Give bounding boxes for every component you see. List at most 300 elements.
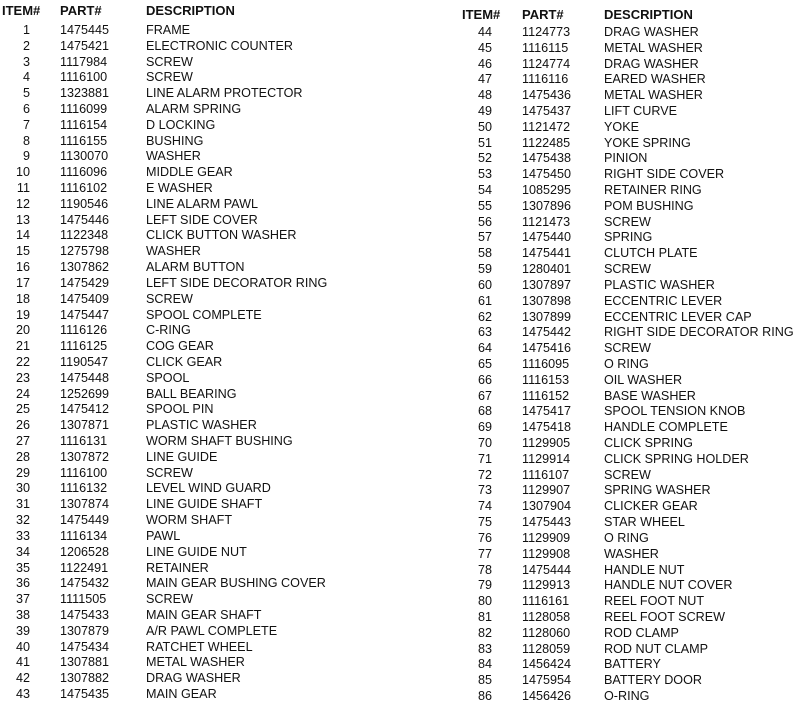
description: ECCENTRIC LEVER CAP xyxy=(604,309,752,324)
description: WASHER xyxy=(604,546,659,561)
table-row xyxy=(462,103,800,119)
part-number: 1475438 xyxy=(522,151,572,166)
item-number: 14 xyxy=(15,228,30,243)
item-number: 69 xyxy=(477,420,492,435)
description: CLICKER GEAR xyxy=(604,499,698,514)
item-number: 26 xyxy=(15,418,30,433)
part-number: 1116155 xyxy=(60,133,108,148)
description: WORM SHAFT xyxy=(146,513,233,528)
part-number: 1116102 xyxy=(60,181,108,196)
description: O RING xyxy=(604,530,649,545)
part-number: 1456426 xyxy=(522,689,572,704)
table-row xyxy=(0,449,340,465)
table-row xyxy=(0,386,340,402)
item-number: 64 xyxy=(477,341,492,356)
description: LINE GUIDE NUT xyxy=(146,544,247,559)
description: FRAME xyxy=(146,22,191,37)
table-row xyxy=(0,307,340,323)
description: EARED WASHER xyxy=(604,72,706,87)
part-number: 1124773 xyxy=(522,24,571,39)
table-row xyxy=(462,87,800,103)
table-row xyxy=(462,151,800,167)
part-number: 1252699 xyxy=(60,386,110,401)
description: REEL FOOT NUT xyxy=(604,594,705,609)
item-number: 24 xyxy=(15,386,30,401)
table-row xyxy=(462,372,800,388)
table-row xyxy=(0,85,340,101)
item-number: 5 xyxy=(22,86,30,101)
description: SCREW xyxy=(146,54,193,69)
table-row xyxy=(0,528,340,544)
part-number: 1475449 xyxy=(60,513,110,528)
description: SCREW xyxy=(146,592,193,607)
part-number: 1307872 xyxy=(60,449,110,464)
item-number: 37 xyxy=(15,592,30,607)
description: CLICK BUTTON WASHER xyxy=(146,228,297,243)
description: ECCENTRIC LEVER xyxy=(604,293,723,308)
table-row xyxy=(462,435,800,451)
item-number: 8 xyxy=(22,133,30,148)
item-number: 61 xyxy=(477,293,492,308)
table-row xyxy=(462,609,800,625)
item-number: 75 xyxy=(477,515,492,530)
item-number: 29 xyxy=(15,465,30,480)
item-number: 36 xyxy=(15,576,30,591)
description: METAL WASHER xyxy=(604,40,703,55)
item-number: 60 xyxy=(477,277,492,292)
part-number: 1475447 xyxy=(60,307,110,322)
item-number: 33 xyxy=(15,528,30,543)
item-number: 18 xyxy=(15,291,30,306)
description: DRAG WASHER xyxy=(146,671,241,686)
item-number: 13 xyxy=(15,212,30,227)
item-number: 11 xyxy=(16,181,30,196)
table-row xyxy=(0,149,340,165)
table-row xyxy=(0,101,340,117)
table-row xyxy=(462,419,800,435)
table-row xyxy=(462,467,800,483)
item-number: 12 xyxy=(15,196,30,211)
description: STAR WHEEL xyxy=(604,515,685,530)
description: ALARM BUTTON xyxy=(146,260,245,275)
part-number: 1116125 xyxy=(60,339,108,354)
item-number: 39 xyxy=(15,623,30,638)
item-number: 82 xyxy=(477,625,492,640)
part-number: 1129908 xyxy=(522,546,571,561)
description: OIL WASHER xyxy=(604,372,683,387)
part-number: 1122348 xyxy=(60,228,109,243)
description: BUSHING xyxy=(146,133,204,148)
table-row xyxy=(462,245,800,261)
table-row xyxy=(462,577,800,593)
part-number: 1475445 xyxy=(60,22,110,37)
table-row xyxy=(0,655,340,671)
table-row xyxy=(462,293,800,309)
description: HANDLE NUT xyxy=(604,562,685,577)
description: ROD NUT CLAMP xyxy=(604,641,709,656)
description: BATTERY xyxy=(604,657,661,672)
part-number: 1307896 xyxy=(522,198,572,213)
item-number: 53 xyxy=(477,167,492,182)
header-item: ITEM# xyxy=(462,6,501,22)
item-number: 76 xyxy=(477,530,492,545)
description: LEFT SIDE DECORATOR RING xyxy=(146,275,328,290)
table-row xyxy=(462,340,800,356)
part-number: 1307862 xyxy=(60,260,110,275)
part-number: 1475437 xyxy=(522,103,572,118)
description: RETAINER xyxy=(146,560,209,575)
part-number: 1124774 xyxy=(522,56,571,71)
item-number: 78 xyxy=(477,562,492,577)
part-number: 1116153 xyxy=(522,372,570,387)
item-number: 42 xyxy=(15,671,30,686)
table-row xyxy=(462,688,800,704)
table-row xyxy=(462,214,800,230)
part-number: 1129913 xyxy=(522,578,571,593)
part-number: 1475416 xyxy=(522,341,572,356)
description: SCREW xyxy=(146,465,193,480)
table-row xyxy=(0,275,340,291)
part-number: 1475412 xyxy=(60,402,110,417)
description: RIGHT SIDE COVER xyxy=(604,167,725,182)
table-row xyxy=(462,166,800,182)
item-number: 27 xyxy=(15,434,30,449)
description: SPOOL PIN xyxy=(146,402,214,417)
table-row xyxy=(0,69,340,85)
rows-right xyxy=(462,24,800,704)
table-row xyxy=(462,56,800,72)
description: MIDDLE GEAR xyxy=(146,165,233,180)
part-number: 1475435 xyxy=(60,687,110,702)
description: CLICK SPRING HOLDER xyxy=(604,451,749,466)
description: RATCHET WHEEL xyxy=(146,639,253,654)
part-number: 1475448 xyxy=(60,370,110,385)
part-number: 1475444 xyxy=(522,562,572,577)
description: SPOOL TENSION KNOB xyxy=(604,404,746,419)
item-number: 52 xyxy=(477,151,492,166)
part-number: 1475436 xyxy=(522,88,572,103)
description: POM BUSHING xyxy=(604,198,694,213)
description: C-RING xyxy=(146,323,191,338)
item-number: 67 xyxy=(477,388,492,403)
table-row xyxy=(0,607,340,623)
part-number: 1475434 xyxy=(60,639,110,654)
part-number: 1122485 xyxy=(522,135,571,150)
table-row xyxy=(462,483,800,499)
item-number: 85 xyxy=(477,673,492,688)
description: REEL FOOT SCREW xyxy=(604,609,726,624)
item-number: 32 xyxy=(15,513,30,528)
table-header-right xyxy=(462,5,800,23)
table-row xyxy=(0,196,340,212)
table-row xyxy=(0,670,340,686)
part-number: 1275798 xyxy=(60,244,110,259)
table-row xyxy=(462,672,800,688)
item-number: 15 xyxy=(15,244,30,259)
part-number: 1116131 xyxy=(60,434,108,449)
item-number: 73 xyxy=(477,483,492,498)
part-number: 1129909 xyxy=(522,530,571,545)
description: RIGHT SIDE DECORATOR RING xyxy=(604,325,794,340)
description: SPRING WASHER xyxy=(604,483,711,498)
item-number: 22 xyxy=(15,354,30,369)
item-number: 47 xyxy=(477,72,492,87)
item-number: 9 xyxy=(22,149,30,164)
part-number: 1280401 xyxy=(522,262,572,277)
item-number: 59 xyxy=(477,262,492,277)
description: CLICK GEAR xyxy=(146,354,223,369)
part-number: 1116095 xyxy=(522,356,570,371)
table-row xyxy=(462,625,800,641)
part-number: 1116107 xyxy=(522,467,570,482)
table-row xyxy=(0,180,340,196)
rows-left xyxy=(0,22,340,702)
item-number: 71 xyxy=(477,451,492,466)
part-number: 1128059 xyxy=(522,641,571,656)
table-row xyxy=(462,388,800,404)
item-number: 77 xyxy=(477,546,492,561)
table-row xyxy=(462,230,800,246)
item-number: 31 xyxy=(15,497,30,512)
item-number: 68 xyxy=(477,404,492,419)
item-number: 2 xyxy=(22,38,30,53)
part-number: 1475450 xyxy=(522,167,572,182)
table-row xyxy=(0,117,340,133)
table-row xyxy=(0,575,340,591)
table-row xyxy=(462,404,800,420)
part-number: 1307879 xyxy=(60,623,110,638)
item-number: 28 xyxy=(15,449,30,464)
part-number: 1475954 xyxy=(522,673,572,688)
table-row xyxy=(462,562,800,578)
table-row xyxy=(462,514,800,530)
table-row xyxy=(462,546,800,562)
table-row xyxy=(462,309,800,325)
table-row xyxy=(462,356,800,372)
part-number: 1116115 xyxy=(522,40,569,55)
part-number: 1307898 xyxy=(522,293,572,308)
description: SPRING xyxy=(604,230,653,245)
part-number: 1116100 xyxy=(60,465,108,480)
table-row xyxy=(0,212,340,228)
description: HANDLE NUT COVER xyxy=(604,578,733,593)
part-number: 1475433 xyxy=(60,607,110,622)
table-row xyxy=(0,291,340,307)
item-number: 86 xyxy=(477,689,492,704)
description: METAL WASHER xyxy=(604,88,703,103)
part-number: 1190546 xyxy=(60,196,109,211)
description: SCREW xyxy=(146,70,193,85)
item-number: 34 xyxy=(15,544,30,559)
item-number: 66 xyxy=(477,372,492,387)
item-number: 81 xyxy=(477,609,492,624)
table-row xyxy=(0,402,340,418)
table-row xyxy=(462,498,800,514)
part-number: 1307899 xyxy=(522,309,572,324)
item-number: 43 xyxy=(15,687,30,702)
header-description: DESCRIPTION xyxy=(146,2,235,18)
description: SCREW xyxy=(146,291,193,306)
table-row xyxy=(0,481,340,497)
table-row xyxy=(0,22,340,38)
parts-table-right xyxy=(462,0,800,704)
description: SCREW xyxy=(604,341,651,356)
description: METAL WASHER xyxy=(146,655,245,670)
description: A/R PAWL COMPLETE xyxy=(146,623,278,638)
part-number: 1129905 xyxy=(522,436,571,451)
item-number: 40 xyxy=(15,639,30,654)
part-number: 1116161 xyxy=(522,594,570,609)
header-part: PART# xyxy=(522,6,564,22)
table-row xyxy=(0,560,340,576)
item-number: 21 xyxy=(15,339,30,354)
part-number: 1128060 xyxy=(522,625,571,640)
description: BATTERY DOOR xyxy=(604,673,702,688)
item-number: 20 xyxy=(15,323,30,338)
description: LIFT CURVE xyxy=(604,103,678,118)
part-number: 1085295 xyxy=(522,183,572,198)
description: LINE ALARM PROTECTOR xyxy=(146,86,303,101)
table-row xyxy=(0,417,340,433)
item-number: 51 xyxy=(477,135,492,150)
table-row xyxy=(462,24,800,40)
part-number: 1307904 xyxy=(522,499,572,514)
table-row xyxy=(0,370,340,386)
item-number: 7 xyxy=(22,117,30,132)
description: SCREW xyxy=(604,467,651,482)
description: CLICK SPRING xyxy=(604,436,693,451)
part-number: 1475442 xyxy=(522,325,572,340)
item-number: 10 xyxy=(15,165,30,180)
table-row xyxy=(462,593,800,609)
item-number: 83 xyxy=(477,641,492,656)
table-row xyxy=(0,433,340,449)
parts-table-left xyxy=(0,0,340,702)
table-row xyxy=(0,354,340,370)
description: LINE GUIDE SHAFT xyxy=(146,497,263,512)
part-number: 1116099 xyxy=(60,101,108,116)
table-row xyxy=(0,338,340,354)
item-number: 35 xyxy=(15,560,30,575)
part-number: 1117984 xyxy=(60,54,108,69)
description: D LOCKING xyxy=(146,117,216,132)
description: E WASHER xyxy=(146,181,213,196)
part-number: 1116096 xyxy=(60,165,108,180)
item-number: 16 xyxy=(15,260,30,275)
item-number: 56 xyxy=(477,214,492,229)
item-number: 44 xyxy=(477,24,492,39)
table-row xyxy=(0,243,340,259)
description: WASHER xyxy=(146,149,201,164)
table-row xyxy=(462,71,800,87)
table-row xyxy=(0,686,340,702)
table-row xyxy=(462,451,800,467)
table-header-left xyxy=(0,1,340,19)
part-number: 1130070 xyxy=(60,149,109,164)
description: ROD CLAMP xyxy=(604,625,679,640)
part-number: 1475418 xyxy=(522,420,572,435)
description: WORM SHAFT BUSHING xyxy=(146,434,293,449)
item-number: 62 xyxy=(477,309,492,324)
part-number: 1307897 xyxy=(522,277,572,292)
description: HANDLE COMPLETE xyxy=(604,420,728,435)
part-number: 1475440 xyxy=(522,230,572,245)
description: SCREW xyxy=(604,262,651,277)
description: O RING xyxy=(604,356,649,371)
table-row xyxy=(0,164,340,180)
part-number: 1475446 xyxy=(60,212,110,227)
table-row xyxy=(0,465,340,481)
header-description: DESCRIPTION xyxy=(604,6,693,22)
part-number: 1116154 xyxy=(60,117,108,132)
item-number: 38 xyxy=(15,607,30,622)
description: YOKE xyxy=(604,119,639,134)
table-row xyxy=(462,182,800,198)
part-number: 1116132 xyxy=(60,481,108,496)
part-number: 1475441 xyxy=(522,246,572,261)
item-number: 19 xyxy=(15,307,30,322)
part-number: 1307881 xyxy=(60,655,110,670)
table-row xyxy=(462,657,800,673)
item-number: 54 xyxy=(477,183,492,198)
table-row xyxy=(462,530,800,546)
item-number: 48 xyxy=(477,88,492,103)
part-number: 1116152 xyxy=(522,388,570,403)
part-number: 1116134 xyxy=(60,528,108,543)
table-row xyxy=(0,228,340,244)
table-row xyxy=(462,40,800,56)
table-row xyxy=(0,259,340,275)
item-number: 57 xyxy=(477,230,492,245)
description: DRAG WASHER xyxy=(604,24,699,39)
part-number: 1475443 xyxy=(522,515,572,530)
table-row xyxy=(0,623,340,639)
table-row xyxy=(462,277,800,293)
part-number: 1190547 xyxy=(60,354,109,369)
description: LINE ALARM PAWL xyxy=(146,196,258,211)
table-row xyxy=(0,133,340,149)
description: LEVEL WIND GUARD xyxy=(146,481,271,496)
item-number: 72 xyxy=(477,467,492,482)
item-number: 30 xyxy=(15,481,30,496)
table-row xyxy=(0,512,340,528)
item-number: 1 xyxy=(22,22,30,37)
part-number: 1111505 xyxy=(60,592,107,607)
part-number: 1116116 xyxy=(522,72,569,87)
description: O-RING xyxy=(604,689,650,704)
part-number: 1129914 xyxy=(522,451,571,466)
part-number: 1128058 xyxy=(522,609,571,624)
item-number: 6 xyxy=(22,101,30,116)
part-number: 1121473 xyxy=(522,214,571,229)
part-number: 1323881 xyxy=(60,86,110,101)
part-number: 1475432 xyxy=(60,576,110,591)
part-number: 1206528 xyxy=(60,544,110,559)
description: LINE GUIDE xyxy=(146,449,218,464)
item-number: 45 xyxy=(477,40,492,55)
part-number: 1129907 xyxy=(522,483,571,498)
part-number: 1307882 xyxy=(60,671,110,686)
description: COG GEAR xyxy=(146,339,214,354)
table-row xyxy=(0,591,340,607)
description: SPOOL COMPLETE xyxy=(146,307,262,322)
description: BASE WASHER xyxy=(604,388,696,403)
description: BALL BEARING xyxy=(146,386,237,401)
description: MAIN GEAR xyxy=(146,687,217,702)
table-row xyxy=(462,119,800,135)
table-row xyxy=(462,324,800,340)
description: CLUTCH PLATE xyxy=(604,246,698,261)
